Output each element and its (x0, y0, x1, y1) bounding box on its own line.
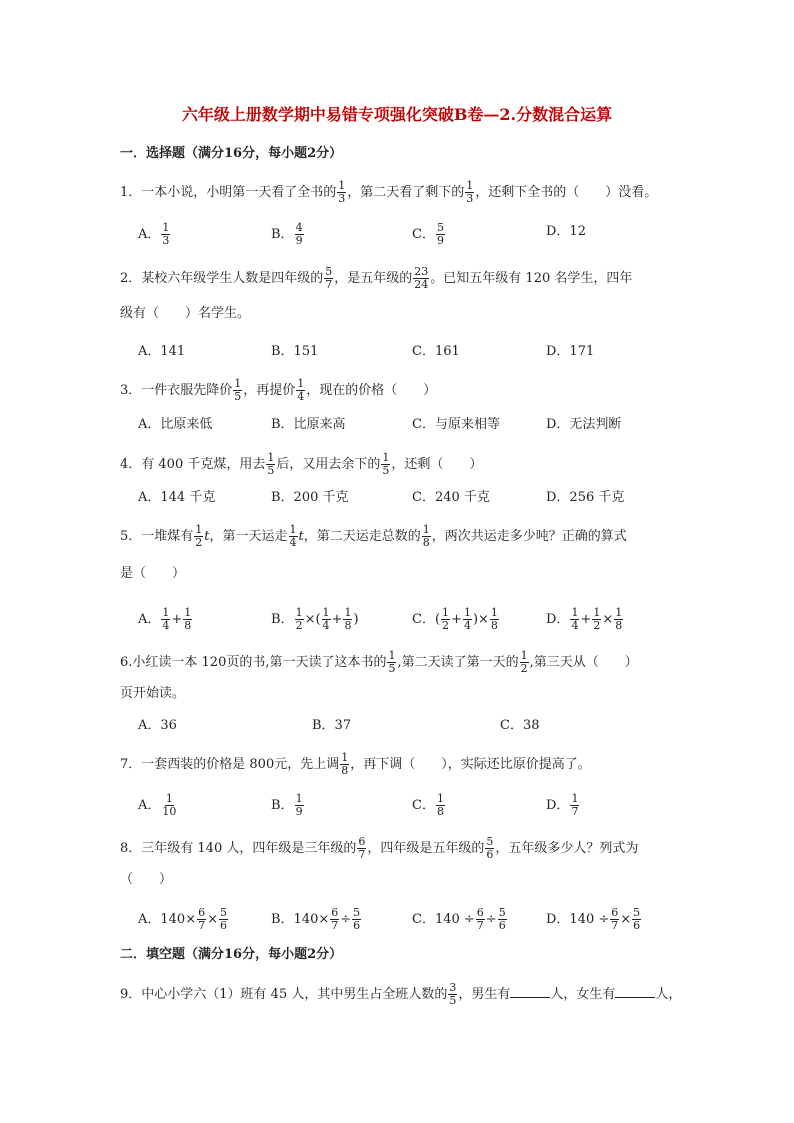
option-a[interactable]: A． $\frac{1}{3}$ (138, 221, 170, 247)
option-d[interactable]: D．256 千克 (546, 490, 625, 505)
option-d[interactable]: D．171 (546, 344, 595, 359)
option-a[interactable]: A．144 千克 (138, 490, 216, 505)
option-c[interactable]: C．240 千克 (412, 490, 490, 505)
question-5-line2: 是（ ） (120, 566, 186, 581)
question-7: 7．一套西装的价格是 800元，先上调 $\frac{1}{8}$ ，再下调（ ），实际还比原价提高了。 (120, 751, 591, 777)
option-d[interactable]: D． $\frac{1}{7}$ (546, 792, 579, 818)
answer-blank-boys[interactable] (510, 985, 550, 998)
document-title: 六年级上册数学期中易错专项强化突破B卷—2.分数混合运算 (181, 105, 613, 124)
option-a[interactable]: A．140× $\frac{6}{7}$ × $\frac{5}{6}$ (138, 906, 228, 932)
option-b[interactable]: B． $\frac{4}{9}$ (271, 221, 303, 247)
option-c[interactable]: C．161 (412, 344, 460, 359)
option-c[interactable]: C．( $\frac{1}{2}$ + $\frac{1}{4}$ )× $\frac{1}{8}$ (412, 606, 498, 632)
option-b[interactable]: B． $\frac{1}{2}$ ×( $\frac{1}{4}$ + $\frac{1}{8}$ ) (271, 606, 359, 632)
question-4: 4．有 400 千克煤，用去 $\frac{1}{5}$ 后，又用去余下的 $\frac{1}{5}$ ，还剩（ ） (120, 451, 483, 477)
option-a[interactable]: A．36 (138, 718, 177, 733)
option-b[interactable]: B．37 (312, 718, 352, 733)
question-2-line2: 级有（ ）名学生。 (120, 306, 251, 321)
option-d[interactable]: D．12 (546, 224, 586, 239)
question-2: 2．某校六年级学生人数是四年级的 $\frac{5}{7}$ ，是五年级的 $\frac{23}{24}$ 。已知五年级有 120 名学生，四年 (120, 265, 633, 291)
question-6: 6.小红读一本 120页的书,第一天读了这本书的 $\frac{1}{5}$ ,第二天读了第一天的 $\frac{1}{2}$ ,第三天从（ ） (120, 649, 638, 675)
option-a[interactable]: A． $\frac{1}{4}$ + $\frac{1}{8}$ (138, 606, 192, 632)
option-c[interactable]: C． $\frac{1}{8}$ (412, 792, 444, 818)
question-6-line2: 页开始读。 (120, 686, 186, 701)
option-b[interactable]: B．比原来高 (271, 417, 346, 432)
question-3: 3．一件衣服先降价 $\frac{1}{5}$ ，再提价 $\frac{1}{4}$ ，现在的价格（ ） (120, 377, 437, 403)
option-b[interactable]: B． $\frac{1}{9}$ (271, 792, 303, 818)
question-8-line2: （ ） (120, 872, 173, 887)
question-1: 1．一本小说，小明第一天看了全书的 $\frac{1}{3}$ ，第二天看了剩下的 $\frac{1}{3}$ ，还剩下全书的（ ）没看。 (120, 179, 658, 205)
section-heading-fill: 二．填空题（满分16分，每小题2分） (120, 947, 343, 962)
question-8: 8．三年级有 140 人，四年级是三年级的 $\frac{6}{7}$ ，四年级是五年级的 $\frac{5}{6}$ ，五年级多少人？列式为 (120, 835, 639, 861)
option-a[interactable]: A．141 (138, 344, 186, 359)
answer-blank-girls[interactable] (615, 985, 655, 998)
option-b[interactable]: B．200 千克 (271, 490, 349, 505)
option-c[interactable]: C．140 ÷ $\frac{6}{7}$ ÷ $\frac{5}{6}$ (412, 906, 506, 932)
option-b[interactable]: B．151 (271, 344, 319, 359)
option-b[interactable]: B．140× $\frac{6}{7}$ ÷ $\frac{5}{6}$ (271, 906, 361, 932)
question-5: 5．一堆煤有 $\frac{1}{2}$ t，第一天运走 $\frac{1}{4}$ t，第二天运走总数的 $\frac{1}{8}$ ，两次共运走多少吨？正确的算式 (120, 523, 627, 549)
question-9: 9．中心小学六（1）班有 45 人，其中男生占全班人数的 $\frac{3}{5}$ ，男生有 人，女生有 人， (120, 981, 682, 1007)
option-a[interactable]: A． $\frac{1}{10}$ (138, 792, 177, 818)
option-c[interactable]: C．38 (500, 718, 540, 733)
option-d[interactable]: D．140 ÷ $\frac{6}{7}$ × $\frac{5}{6}$ (546, 906, 641, 932)
option-c[interactable]: C．与原来相等 (412, 417, 500, 432)
option-c[interactable]: C． $\frac{5}{9}$ (412, 221, 444, 247)
section-heading-choice: 一．选择题（满分16分，每小题2分） (120, 146, 343, 161)
option-d[interactable]: D．无法判断 (546, 417, 622, 432)
option-d[interactable]: D． $\frac{1}{4}$ + $\frac{1}{2}$ × $\frac{1}{8}$ (546, 606, 623, 632)
option-a[interactable]: A．比原来低 (138, 417, 213, 432)
